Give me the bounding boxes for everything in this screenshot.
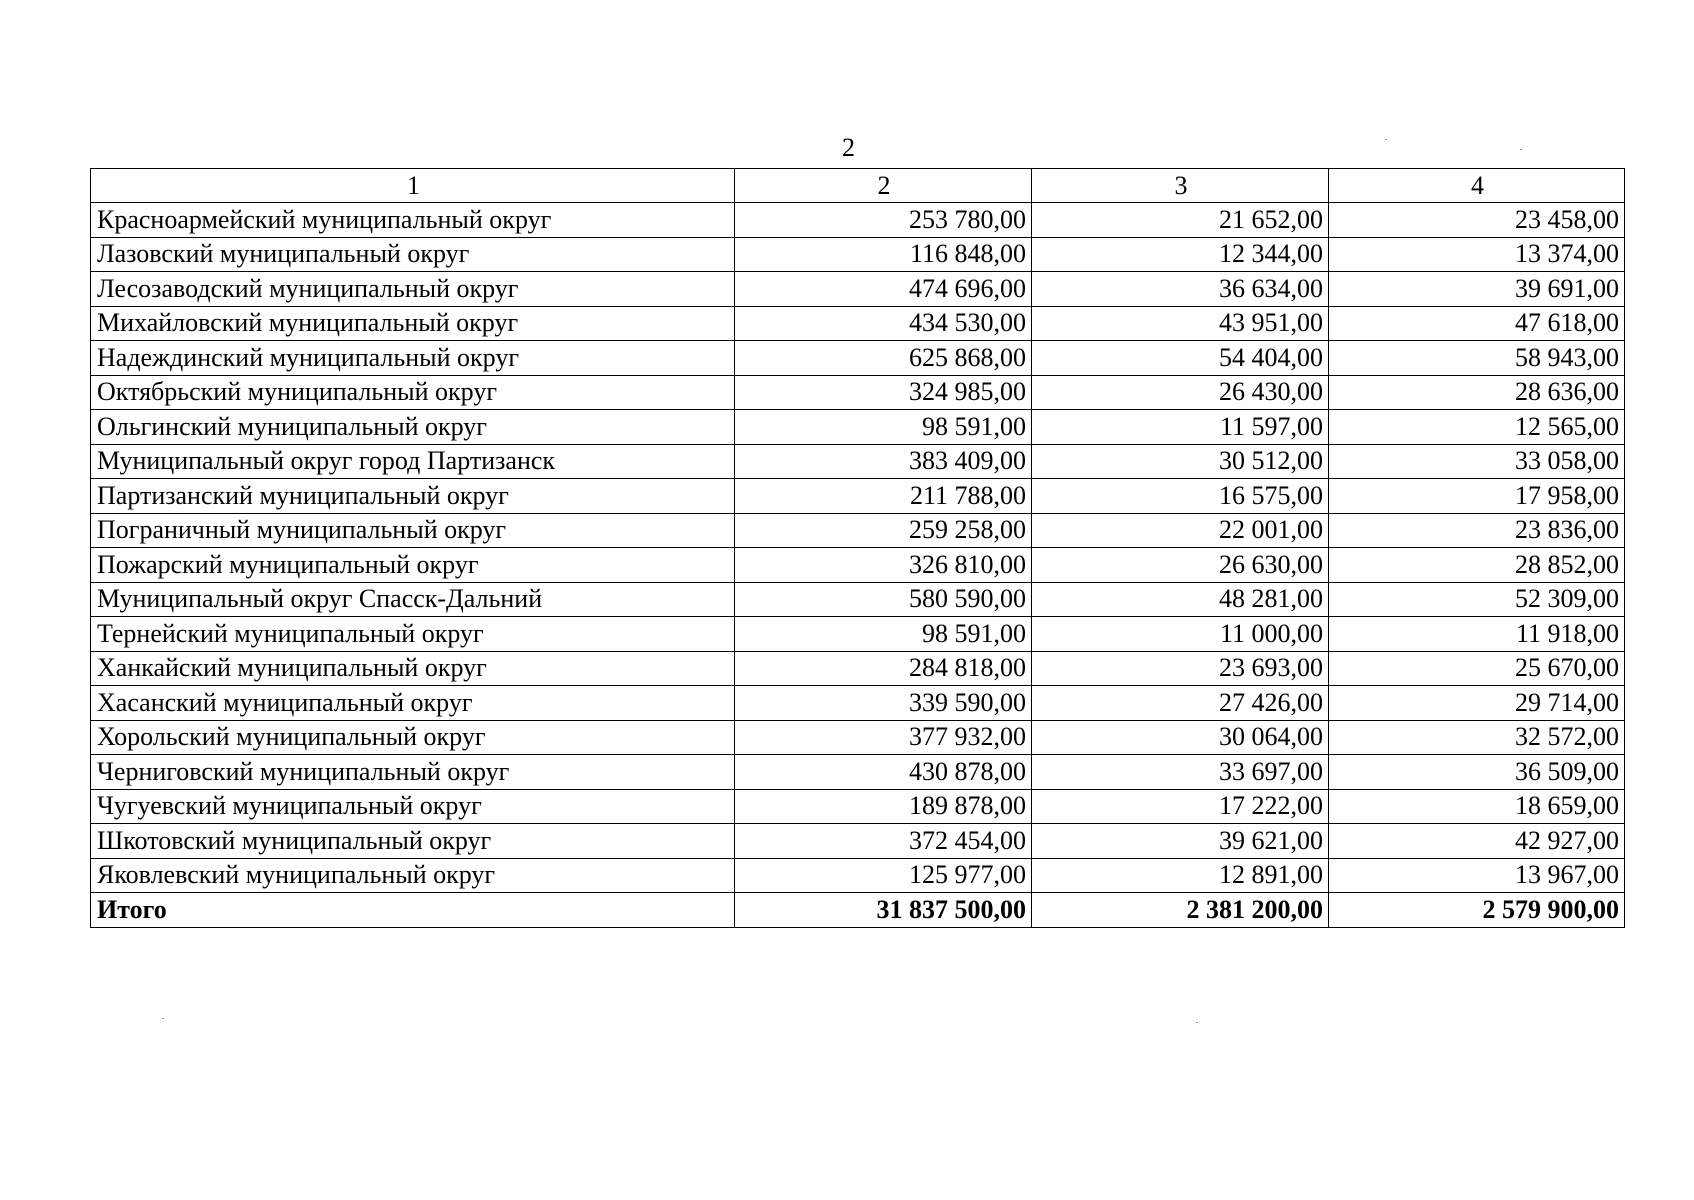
table-row: [91, 755, 1625, 790]
table-row: [91, 789, 1625, 824]
value-cell-col2: 580 590,00: [735, 582, 1032, 617]
value-cell-col3: 26 630,00: [1032, 548, 1329, 583]
table-row: [91, 720, 1625, 755]
value-cell-col4: 47 618,00: [1329, 306, 1625, 341]
value-cell-col2: 434 530,00: [735, 306, 1032, 341]
table-row: [91, 444, 1625, 479]
value-cell-col4: 39 691,00: [1329, 272, 1625, 307]
value-cell-col3: 17 222,00: [1032, 789, 1329, 824]
header-cell-col2: 2: [735, 169, 1032, 203]
municipality-name-cell: Партизанский муниципальный округ: [91, 479, 735, 514]
value-cell-col4: 11 918,00: [1329, 617, 1625, 652]
municipality-name-cell: Ольгинский муниципальный округ: [91, 410, 735, 445]
total-value-col2: 31 837 500,00: [735, 893, 1032, 928]
header-cell-col1: 1: [91, 169, 735, 203]
table-row: [91, 548, 1625, 583]
value-cell-col4: 23 458,00: [1329, 203, 1625, 238]
value-cell-col3: 48 281,00: [1032, 582, 1329, 617]
page-number: 2: [842, 133, 855, 162]
municipality-name-cell: Муниципальный округ Спасск-Дальний: [91, 582, 735, 617]
table-row: [91, 237, 1625, 272]
value-cell-col3: 12 891,00: [1032, 858, 1329, 893]
table-row: [91, 617, 1625, 652]
value-cell-col2: 324 985,00: [735, 375, 1032, 410]
value-cell-col4: 13 374,00: [1329, 237, 1625, 272]
municipality-name-cell: Яковлевский муниципальный округ: [91, 858, 735, 893]
scan-speck: [1520, 149, 1522, 150]
value-cell-col3: 21 652,00: [1032, 203, 1329, 238]
value-cell-col3: 11 597,00: [1032, 410, 1329, 445]
scan-speck: [1385, 139, 1387, 140]
table-row: [91, 479, 1625, 514]
municipality-name-cell: Пограничный муниципальный округ: [91, 513, 735, 548]
value-cell-col3: 36 634,00: [1032, 272, 1329, 307]
value-cell-col4: 25 670,00: [1329, 651, 1625, 686]
value-cell-col2: 189 878,00: [735, 789, 1032, 824]
header-cell-col3: 3: [1032, 169, 1329, 203]
municipality-name-cell: Чугуевский муниципальный округ: [91, 789, 735, 824]
value-cell-col3: 30 064,00: [1032, 720, 1329, 755]
municipality-name-cell: Октябрьский муниципальный округ: [91, 375, 735, 410]
value-cell-col4: 29 714,00: [1329, 686, 1625, 721]
value-cell-col2: 372 454,00: [735, 824, 1032, 859]
value-cell-col3: 12 344,00: [1032, 237, 1329, 272]
value-cell-col2: 125 977,00: [735, 858, 1032, 893]
table-row: [91, 686, 1625, 721]
value-cell-col3: 16 575,00: [1032, 479, 1329, 514]
value-cell-col2: 259 258,00: [735, 513, 1032, 548]
total-row: [91, 893, 1625, 928]
value-cell-col2: 284 818,00: [735, 651, 1032, 686]
value-cell-col2: 211 788,00: [735, 479, 1032, 514]
value-cell-col2: 98 591,00: [735, 617, 1032, 652]
value-cell-col2: 377 932,00: [735, 720, 1032, 755]
value-cell-col4: 52 309,00: [1329, 582, 1625, 617]
value-cell-col2: 339 590,00: [735, 686, 1032, 721]
municipality-name-cell: Хорольский муниципальный округ: [91, 720, 735, 755]
table-row: [91, 858, 1625, 893]
value-cell-col4: 13 967,00: [1329, 858, 1625, 893]
table-row: [91, 375, 1625, 410]
value-cell-col3: 27 426,00: [1032, 686, 1329, 721]
table-row: [91, 513, 1625, 548]
municipality-name-cell: Красноармейский муниципальный округ: [91, 203, 735, 238]
value-cell-col4: 23 836,00: [1329, 513, 1625, 548]
table-row: [91, 410, 1625, 445]
value-cell-col3: 30 512,00: [1032, 444, 1329, 479]
value-cell-col2: 326 810,00: [735, 548, 1032, 583]
value-cell-col3: 33 697,00: [1032, 755, 1329, 790]
table-row: [91, 306, 1625, 341]
value-cell-col4: 32 572,00: [1329, 720, 1625, 755]
table-row: [91, 341, 1625, 376]
municipality-name-cell: Черниговский муниципальный округ: [91, 755, 735, 790]
municipality-name-cell: Ханкайский муниципальный округ: [91, 651, 735, 686]
table-row: [91, 824, 1625, 859]
municipality-name-cell: Михайловский муниципальный округ: [91, 306, 735, 341]
value-cell-col2: 625 868,00: [735, 341, 1032, 376]
municipality-name-cell: Пожарский муниципальный округ: [91, 548, 735, 583]
municipality-name-cell: Лазовский муниципальный округ: [91, 237, 735, 272]
table-row: [91, 203, 1625, 238]
value-cell-col3: 22 001,00: [1032, 513, 1329, 548]
allocation-table: [90, 168, 1625, 928]
scan-speck: [162, 1018, 164, 1019]
value-cell-col4: 42 927,00: [1329, 824, 1625, 859]
value-cell-col2: 253 780,00: [735, 203, 1032, 238]
table-row: [91, 582, 1625, 617]
municipality-name-cell: Лесозаводский муниципальный округ: [91, 272, 735, 307]
municipality-name-cell: Шкотовский муниципальный округ: [91, 824, 735, 859]
value-cell-col4: 28 852,00: [1329, 548, 1625, 583]
value-cell-col4: 33 058,00: [1329, 444, 1625, 479]
municipality-name-cell: Хасанский муниципальный округ: [91, 686, 735, 721]
value-cell-col4: 36 509,00: [1329, 755, 1625, 790]
value-cell-col3: 26 430,00: [1032, 375, 1329, 410]
municipality-name-cell: Тернейский муниципальный округ: [91, 617, 735, 652]
value-cell-col3: 23 693,00: [1032, 651, 1329, 686]
value-cell-col3: 11 000,00: [1032, 617, 1329, 652]
value-cell-col3: 54 404,00: [1032, 341, 1329, 376]
value-cell-col3: 39 621,00: [1032, 824, 1329, 859]
value-cell-col4: 58 943,00: [1329, 341, 1625, 376]
total-value-col3: 2 381 200,00: [1032, 893, 1329, 928]
scan-speck: [1196, 1022, 1198, 1023]
municipality-name-cell: Надеждинский муниципальный округ: [91, 341, 735, 376]
value-cell-col3: 43 951,00: [1032, 306, 1329, 341]
value-cell-col4: 12 565,00: [1329, 410, 1625, 445]
value-cell-col2: 98 591,00: [735, 410, 1032, 445]
municipality-name-cell: Муниципальный округ город Партизанск: [91, 444, 735, 479]
table-header-row: [91, 169, 1625, 203]
total-value-col4: 2 579 900,00: [1329, 893, 1625, 928]
value-cell-col2: 474 696,00: [735, 272, 1032, 307]
total-label-cell: Итого: [91, 893, 735, 928]
table-body: [91, 169, 1625, 928]
header-cell-col4: 4: [1329, 169, 1625, 203]
table-row: [91, 651, 1625, 686]
table-row: [91, 272, 1625, 307]
value-cell-col4: 18 659,00: [1329, 789, 1625, 824]
value-cell-col2: 430 878,00: [735, 755, 1032, 790]
value-cell-col2: 383 409,00: [735, 444, 1032, 479]
value-cell-col4: 28 636,00: [1329, 375, 1625, 410]
value-cell-col2: 116 848,00: [735, 237, 1032, 272]
value-cell-col4: 17 958,00: [1329, 479, 1625, 514]
